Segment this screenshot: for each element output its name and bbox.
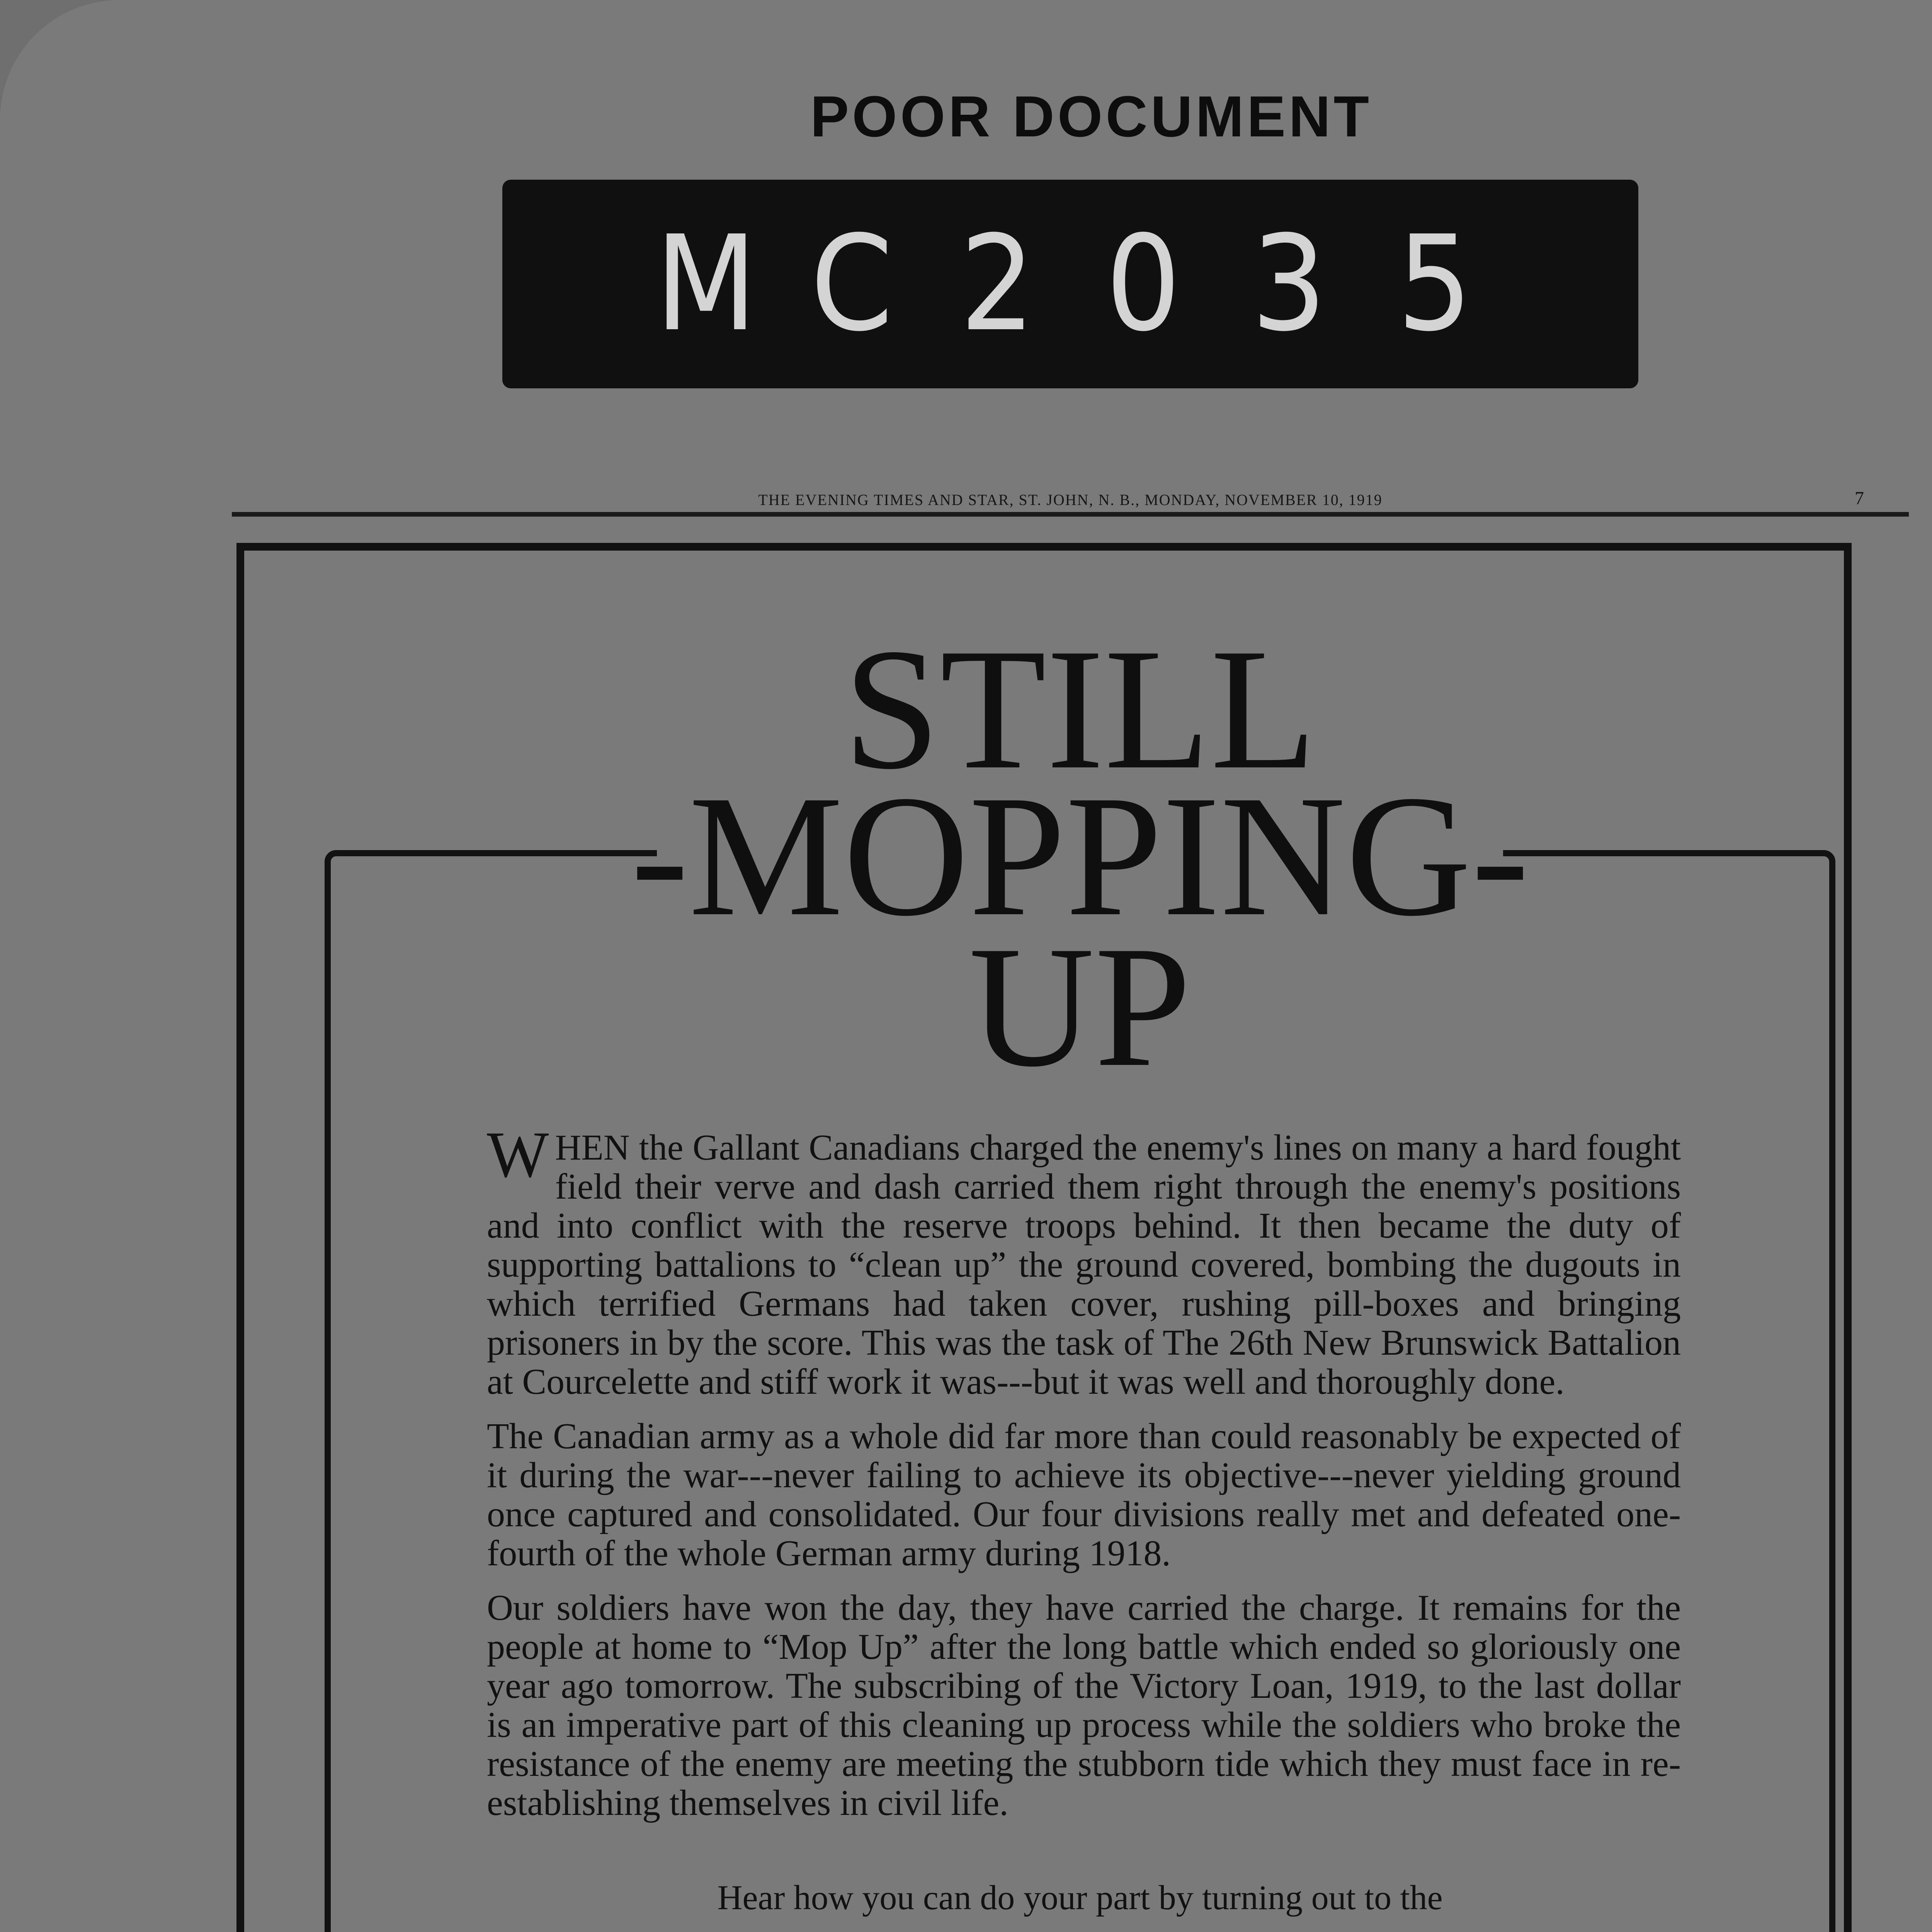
article-paragraph: Our soldiers have won the day, they have carried the charge. It remains for the people at home to “Mop Up” after the long battle which ended so gloriously one year ago tomorrow. The subscribing of the Victory Loan, 1919, to the last dollar is an imperative part of this cleaning up process while the soldiers who broke the resistance of the enemy are meeting the stubborn tide which they must face in re-establishing themselves in civil life. (487, 1588, 1681, 1823)
article-paragraph: The Canadian army as a whole did far more than could reasonably be expected of it during the war---never failing to achieve its objective---never yielding ground once captured and consolidated. Our four divisions really met and defeated one-fourth of the whole German army during 1918. (487, 1416, 1681, 1573)
code-char: M (655, 207, 757, 361)
newspaper-masthead: THE EVENING TIMES AND STAR, ST. JOHN, N. B., MONDAY, NOVEMBER 10, 1919 (758, 491, 1383, 509)
microfilm-code (652, 207, 1489, 361)
code-char: C (810, 207, 893, 361)
headline-mopping: -MOPPING- (631, 760, 1529, 952)
headline-up: UP (969, 910, 1191, 1103)
headline-still: STILL (843, 613, 1317, 805)
paragraph-text: HEN the Gallant Canadians charged the enemy's lines on many a hard fought field their verve and dash carried them right through the enemy's positions and into conflict with the reserve troops behind. It then became the duty of supporting battalions to “clean up” the ground covered, bombing the dugouts in which terrified Germans had taken cover, rushing pill-boxes and bringing prisoners in by the score. This was the task of The 26th New Brunswick Battalion at Courcelette and stiff work it was---but it was well and thoroughly done. (487, 1128, 1681, 1402)
poor-document-label: POOR DOCUMENT (810, 84, 1372, 149)
rally-intro: Hear how you can do your part by turning out to the (717, 1879, 1443, 1917)
article-body (487, 1118, 1681, 1838)
code-char: 0 (1105, 207, 1181, 361)
code-char: 5 (1397, 207, 1473, 361)
article-paragraph (487, 1118, 1681, 1402)
page-number: 7 (1855, 488, 1864, 509)
drop-cap: W (487, 1118, 549, 1191)
code-char: 2 (960, 207, 1035, 361)
masthead-rule (232, 512, 1909, 517)
code-char: 3 (1251, 207, 1327, 361)
microfilm-code-bar (502, 180, 1638, 388)
